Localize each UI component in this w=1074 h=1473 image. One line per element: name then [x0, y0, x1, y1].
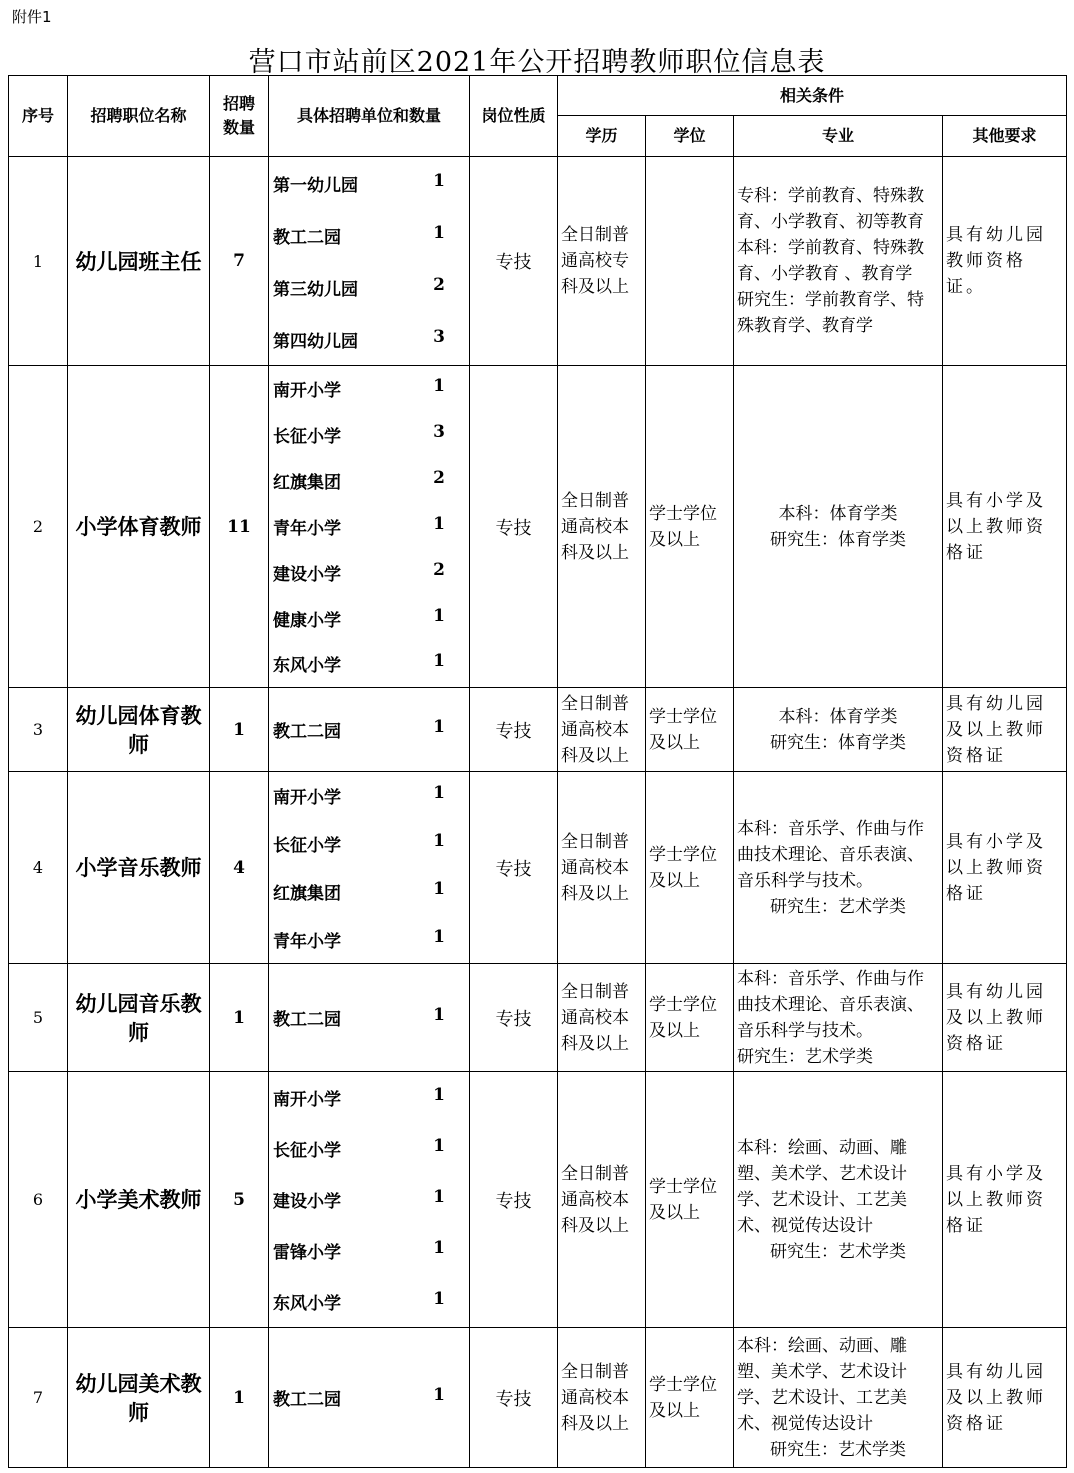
unit-count: 1 — [433, 783, 445, 804]
header-units: 具体招聘单位和数量 — [269, 76, 470, 157]
unit-count: 1 — [433, 1136, 445, 1156]
unit-item — [273, 606, 445, 631]
row-major — [734, 964, 943, 1072]
row-units — [269, 964, 470, 1072]
unit-name: 雷锋小学 — [273, 1243, 341, 1263]
header-nature: 岗位性质 — [470, 76, 558, 157]
row-seq: 1 — [9, 157, 68, 366]
unit-item — [273, 1385, 445, 1410]
unit-name: 第一幼儿园 — [273, 175, 358, 196]
major-line: 研究生：艺术学类 — [770, 1241, 906, 1262]
row-count: 7 — [210, 157, 269, 366]
table-row — [9, 366, 1067, 688]
positions-table — [8, 75, 1067, 1468]
unit-item — [273, 171, 445, 196]
unit-name: 南开小学 — [273, 381, 341, 402]
row-other: 具有小学及以上教师资格证 — [943, 366, 1067, 688]
row-units — [269, 688, 470, 772]
header-degree: 学位 — [646, 116, 734, 157]
major-line: 研究生：艺术学类 — [770, 896, 906, 917]
row-degree: 学士学位及以上 — [646, 366, 734, 688]
row-units — [269, 366, 470, 688]
unit-item — [273, 468, 445, 493]
row-education: 全日制普通高校本科及以上 — [558, 964, 646, 1072]
row-education: 全日制普通高校本科及以上 — [558, 772, 646, 964]
unit-count: 1 — [433, 170, 445, 191]
unit-name: 教工二园 — [273, 1010, 341, 1030]
row-degree — [646, 157, 734, 366]
row-major — [734, 157, 943, 366]
row-nature: 专技 — [470, 772, 558, 964]
row-other: 具有小学及以上教师资格证 — [943, 1072, 1067, 1328]
unit-name: 红旗集团 — [273, 473, 341, 494]
unit-item — [273, 1136, 445, 1161]
row-nature: 专技 — [470, 366, 558, 688]
row-nature: 专技 — [470, 1072, 558, 1328]
row-seq: 6 — [9, 1072, 68, 1328]
row-position: 幼儿园美术教师 — [68, 1328, 210, 1468]
unit-count: 1 — [433, 717, 445, 737]
row-other: 具有小学及以上教师资格证 — [943, 772, 1067, 964]
row-other: 具有幼儿园教师资格证。 — [943, 157, 1067, 366]
header-position: 招聘职位名称 — [68, 76, 210, 157]
row-seq: 7 — [9, 1328, 68, 1468]
row-other: 具有幼儿园及以上教师资格证 — [943, 1328, 1067, 1468]
header-major: 专业 — [734, 116, 943, 157]
row-other: 具有幼儿园及以上教师资格证 — [943, 688, 1067, 772]
unit-item — [273, 560, 445, 585]
row-major — [734, 366, 943, 688]
major-line: 研究生：体育学类 — [770, 732, 906, 753]
major-line: 研究生：学前教育学、特殊教育学、教育学 — [737, 290, 924, 336]
unit-name: 第三幼儿园 — [273, 279, 358, 300]
attachment-label: 附件1 — [12, 8, 52, 26]
major-line: 本科：音乐学、作曲与作曲技术理论、音乐表演、音乐科学与技术。 — [737, 968, 924, 1041]
row-position: 小学美术教师 — [68, 1072, 210, 1328]
unit-count: 1 — [433, 1289, 445, 1309]
unit-count: 1 — [433, 222, 445, 243]
row-degree: 学士学位及以上 — [646, 1328, 734, 1468]
major-line: 本科：绘画、动画、雕塑、美术学、艺术设计学、艺术设计、工艺美术、视觉传达设计 — [737, 1137, 907, 1236]
header-education: 学历 — [558, 116, 646, 157]
unit-count: 1 — [433, 926, 445, 947]
unit-name: 南开小学 — [273, 788, 341, 809]
row-seq: 2 — [9, 366, 68, 688]
row-seq: 5 — [9, 964, 68, 1072]
unit-count: 1 — [433, 1385, 445, 1405]
row-count: 11 — [210, 366, 269, 688]
major-line: 专科：学前教育、特殊教育、小学教育、初等教育 — [737, 186, 924, 232]
unit-item — [273, 514, 445, 539]
unit-name: 南开小学 — [273, 1090, 341, 1110]
unit-item — [273, 327, 445, 352]
row-position: 幼儿园班主任 — [68, 157, 210, 366]
unit-count: 1 — [433, 1005, 445, 1025]
unit-item — [273, 275, 445, 300]
unit-name: 青年小学 — [273, 518, 341, 539]
row-units — [269, 772, 470, 964]
row-count: 1 — [210, 964, 269, 1072]
unit-name: 教工二园 — [273, 1390, 341, 1410]
unit-name: 长征小学 — [273, 836, 341, 857]
unit-item — [273, 879, 445, 904]
major-line: 研究生：体育学类 — [770, 529, 906, 550]
row-nature: 专技 — [470, 688, 558, 772]
row-major — [734, 1328, 943, 1468]
unit-item — [273, 422, 445, 447]
row-position: 小学体育教师 — [68, 366, 210, 688]
unit-count: 2 — [433, 468, 445, 489]
unit-count: 1 — [433, 1238, 445, 1258]
row-major — [734, 688, 943, 772]
header-seq: 序号 — [9, 76, 68, 157]
unit-item — [273, 1085, 445, 1110]
unit-item — [273, 1238, 445, 1263]
row-degree: 学士学位及以上 — [646, 1072, 734, 1328]
unit-name: 第四幼儿园 — [273, 331, 358, 352]
row-nature: 专技 — [470, 1328, 558, 1468]
row-position: 幼儿园音乐教师 — [68, 964, 210, 1072]
unit-count: 1 — [433, 878, 445, 899]
unit-count: 1 — [433, 1187, 445, 1207]
major-line: 本科：体育学类 — [778, 503, 898, 524]
header-conditions: 相关条件 — [558, 76, 1067, 116]
unit-name: 健康小学 — [273, 610, 341, 631]
page-title: 营口市站前区2021年公开招聘教师职位信息表 — [248, 47, 826, 78]
unit-name: 长征小学 — [273, 427, 341, 448]
header-count: 招聘数量 — [210, 76, 269, 157]
row-education: 全日制普通高校本科及以上 — [558, 688, 646, 772]
unit-item — [273, 651, 445, 676]
unit-item — [273, 1005, 445, 1030]
row-degree: 学士学位及以上 — [646, 964, 734, 1072]
unit-name: 红旗集团 — [273, 883, 341, 904]
table-row — [9, 1072, 1067, 1328]
unit-item — [273, 376, 445, 401]
unit-count: 1 — [433, 1085, 445, 1105]
unit-item — [273, 223, 445, 248]
unit-item — [273, 831, 445, 856]
row-major — [734, 772, 943, 964]
unit-name: 教工二园 — [273, 722, 341, 742]
table-row — [9, 688, 1067, 772]
row-education: 全日制普通高校本科及以上 — [558, 1328, 646, 1468]
row-degree: 学士学位及以上 — [646, 772, 734, 964]
unit-item — [273, 927, 445, 952]
unit-name: 东风小学 — [273, 1294, 341, 1314]
unit-count: 1 — [433, 831, 445, 852]
row-position: 小学音乐教师 — [68, 772, 210, 964]
table-row — [9, 157, 1067, 366]
row-seq: 3 — [9, 688, 68, 772]
row-other: 具有幼儿园及以上教师资格证 — [943, 964, 1067, 1072]
row-education: 全日制普通高校本科及以上 — [558, 1072, 646, 1328]
major-line: 本科：音乐学、作曲与作曲技术理论、音乐表演、音乐科学与技术。 — [737, 818, 924, 891]
unit-count: 1 — [433, 651, 445, 672]
row-count: 1 — [210, 688, 269, 772]
table-row — [9, 1328, 1067, 1468]
unit-count: 1 — [433, 376, 445, 397]
row-position: 幼儿园体育教师 — [68, 688, 210, 772]
row-count: 5 — [210, 1072, 269, 1328]
row-seq: 4 — [9, 772, 68, 964]
row-education: 全日制普通高校专科及以上 — [558, 157, 646, 366]
unit-count: 3 — [433, 422, 445, 443]
header-other: 其他要求 — [943, 116, 1067, 157]
row-major — [734, 1072, 943, 1328]
unit-count: 1 — [433, 513, 445, 534]
row-units — [269, 157, 470, 366]
major-line: 本科：体育学类 — [778, 706, 898, 727]
row-count: 4 — [210, 772, 269, 964]
table-row — [9, 772, 1067, 964]
row-units — [269, 1328, 470, 1468]
unit-name: 建设小学 — [273, 564, 341, 585]
row-nature: 专技 — [470, 157, 558, 366]
unit-name: 青年小学 — [273, 931, 341, 952]
table-row — [9, 964, 1067, 1072]
unit-count: 2 — [433, 559, 445, 580]
major-line: 本科：绘画、动画、雕塑、美术学、艺术设计学、艺术设计、工艺美术、视觉传达设计 — [737, 1335, 907, 1434]
unit-item — [273, 1289, 445, 1314]
unit-item — [273, 783, 445, 808]
major-line: 研究生：艺术学类 — [737, 1046, 873, 1067]
unit-item — [273, 717, 445, 742]
unit-item — [273, 1187, 445, 1212]
unit-name: 长征小学 — [273, 1141, 341, 1161]
major-line: 本科：学前教育、特殊教育、小学教育 、教育学 — [737, 238, 924, 284]
row-nature: 专技 — [470, 964, 558, 1072]
major-line: 研究生：艺术学类 — [770, 1439, 906, 1460]
unit-count: 3 — [433, 326, 445, 347]
unit-name: 东风小学 — [273, 656, 341, 677]
unit-count: 2 — [433, 274, 445, 295]
row-count: 1 — [210, 1328, 269, 1468]
unit-name: 建设小学 — [273, 1192, 341, 1212]
unit-name: 教工二园 — [273, 227, 341, 248]
row-education: 全日制普通高校本科及以上 — [558, 366, 646, 688]
row-units — [269, 1072, 470, 1328]
row-degree: 学士学位及以上 — [646, 688, 734, 772]
unit-count: 1 — [433, 605, 445, 626]
